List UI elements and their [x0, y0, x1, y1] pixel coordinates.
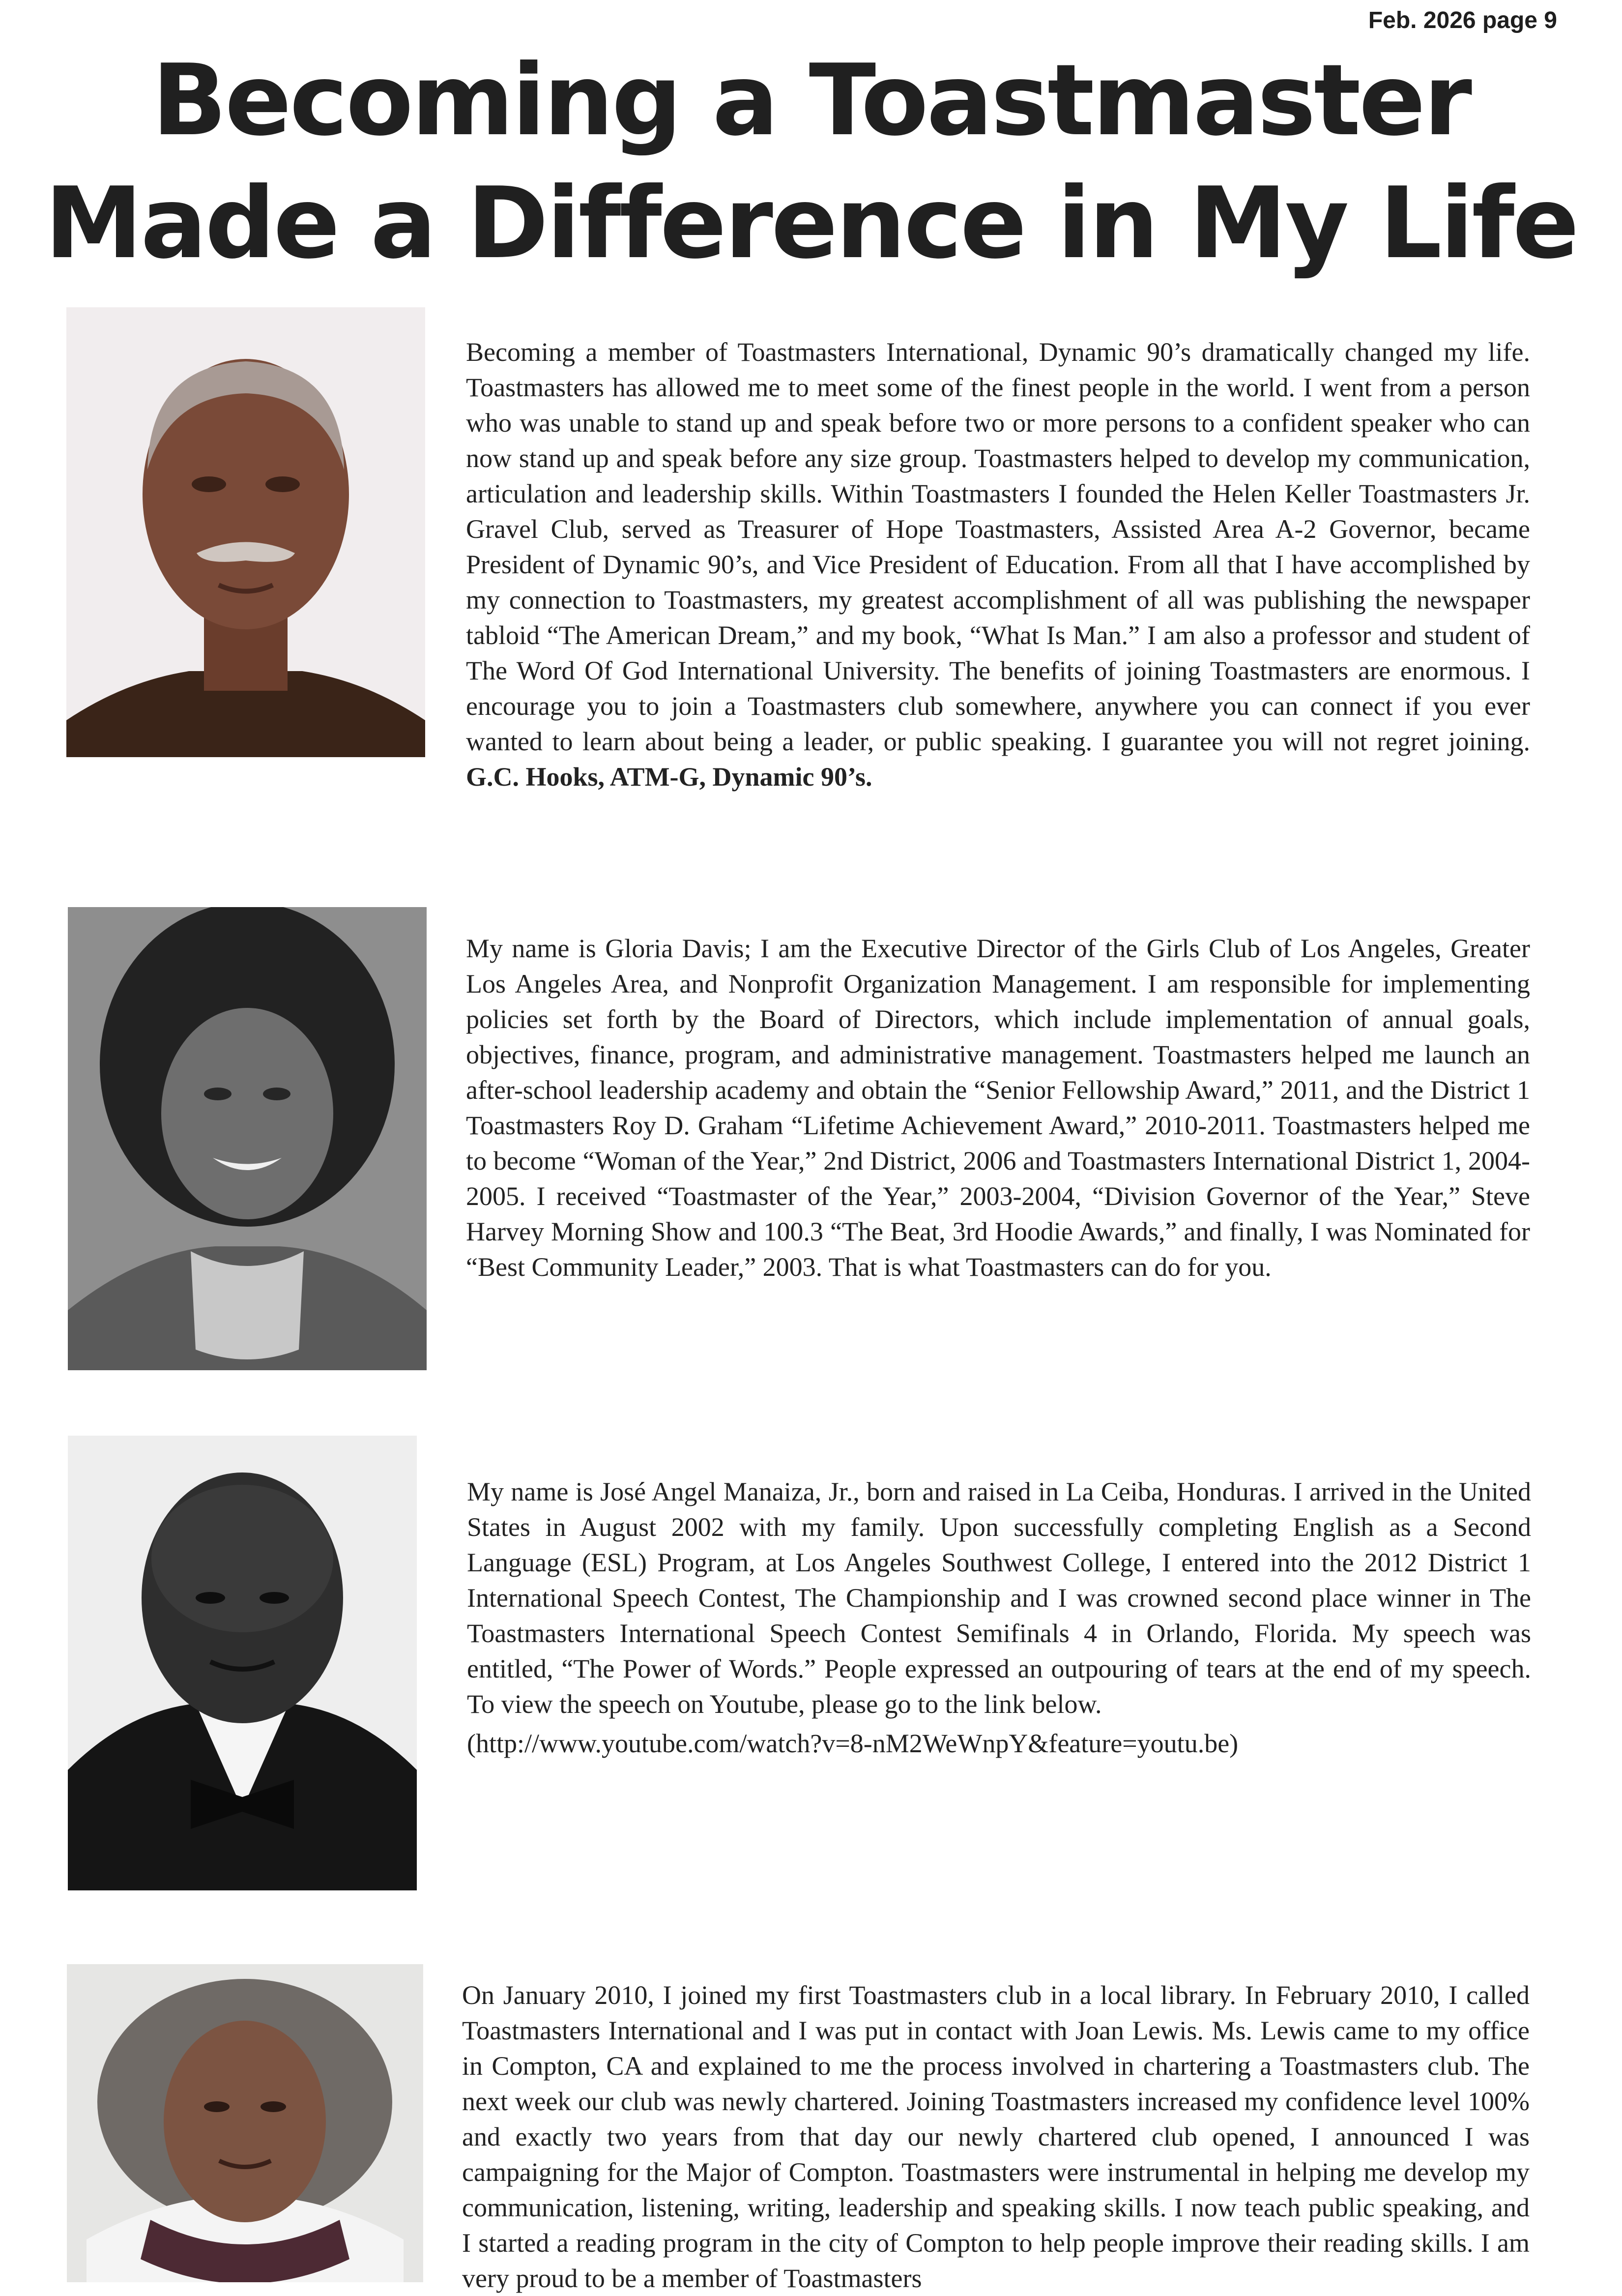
profile-bio-1: [466, 334, 1530, 795]
page-label: Feb. 2026 page 9: [1368, 7, 1557, 33]
page-title: [0, 39, 1622, 285]
profile-photo-1: [66, 307, 425, 757]
profile-bio-2: My name is Gloria Davis; I am the Executive Director of the Girls Club of Los Angeles, Greater Los Angeles Area, and Nonprofit Organization Management. I am responsible for implementing policies set forth by the Board of Directors, which include implementation of annual goals, objectives, finance, program, and administrative management. Toastmasters helped me launch an after-school leadership academy and obtain the “Senior Fellowship Award,” 2011, and the District 1 Toastmasters Roy D. Graham “Lifetime Achievement Award,” 2010-2011. Toastmasters helped me to become “Woman of the Year,” 2nd District, 2006 and Toastmasters International District 1, 2004-2005. I received “Toastmaster of the Year,” 2003-2004, “Division Governor of the Year,” Steve Harvey Morning Show and 100.3 “The Beat, 3rd Hoodie Awards,” and finally, I was Nominated for “Best Community Leader,” 2003. That is what Toastmasters can do for you.: [466, 934, 1530, 1282]
profile-bio-1-text: Becoming a member of Toastmasters International, Dynamic 90’s dramatically changed my life. Toastmasters has allowed me to meet some of the finest people in the world. I went from a person who was unable to stand up and speak before two or more persons to a confident speaker who can now stand up and speak before any size group. Toastmasters helped to develop my communication, articulation and leadership skills. Within Toastmasters I founded the Helen Keller Toastmasters Jr. Gravel Club, served as Treasurer of Hope Toastmasters, Assisted Area A-2 Governor, became President of Dynamic 90’s, and Vice President of Education. From all that I have accomplished by my connection to Toastmasters, my greatest accomplishment of all was publishing the newspaper tabloid “The American Dream,” and my book, “What Is Man.” I am also a professor and student of The Word Of God International University. The benefits of joining Toastmasters are enormous. I encourage you to join a Toastmasters club somewhere, anywhere you can connect if you ever wanted to learn about being a leader, or public speaking. I guarantee you will not regret joining.: [466, 337, 1530, 756]
profile-photo-3: [68, 1436, 417, 1890]
profile-bio-3: My name is José Angel Manaiza, Jr., born and raised in La Ceiba, Honduras. I arrived in the United States in August 2002 with my family. Upon successfully completing English as a Second Language (ESL) Program, at Los Angeles Southwest College, I entered into the 2012 District 1 International Speech Contest, The Championship and I was crowned second place winner in The Toastmasters International Speech Contest Semifinals 4 in Orlando, Florida. My speech was entitled, “The Power of Words.” People expressed an outpouring of tears at the end of my speech. To view the speech on Youtube, please go to the link below.: [467, 1477, 1531, 1719]
profile-bio-4: On January 2010, I joined my first Toastmasters club in a local library. In February 2010, I called Toastmasters International and I was put in contact with Joan Lewis. Ms. Lewis came to my office in Compton, CA and explained to me the process involved in chartering a Toastmasters club. The next week our club was newly chartered. Joining Toastmasters increased my confidence level 100% and exactly two years from that day our newly chartered club opened, I announced I was campaigning for the Major of Compton. Toastmasters were instrumental in helping me develop my communication, listening, writing, leadership and speaking skills. I now teach public speaking, and I started a reading program in the city of Compton to help people improve their reading skills. I am very proud to be a member of Toastmasters: [462, 1980, 1530, 2293]
profile-photo-4: [67, 1964, 423, 2282]
profile-signature: G.C. Hooks, ATM-G, Dynamic 90’s.: [466, 762, 872, 792]
profile-link[interactable]: (http://www.youtube.com/watch?v=8-nM2WeWnpY&feature=youtu.be): [467, 1729, 1239, 1758]
title-line-1: Becoming a Toastmaster: [152, 43, 1470, 158]
profile-photo-2: [68, 907, 427, 1370]
title-line-2: Made a Difference in My Life: [45, 166, 1577, 281]
